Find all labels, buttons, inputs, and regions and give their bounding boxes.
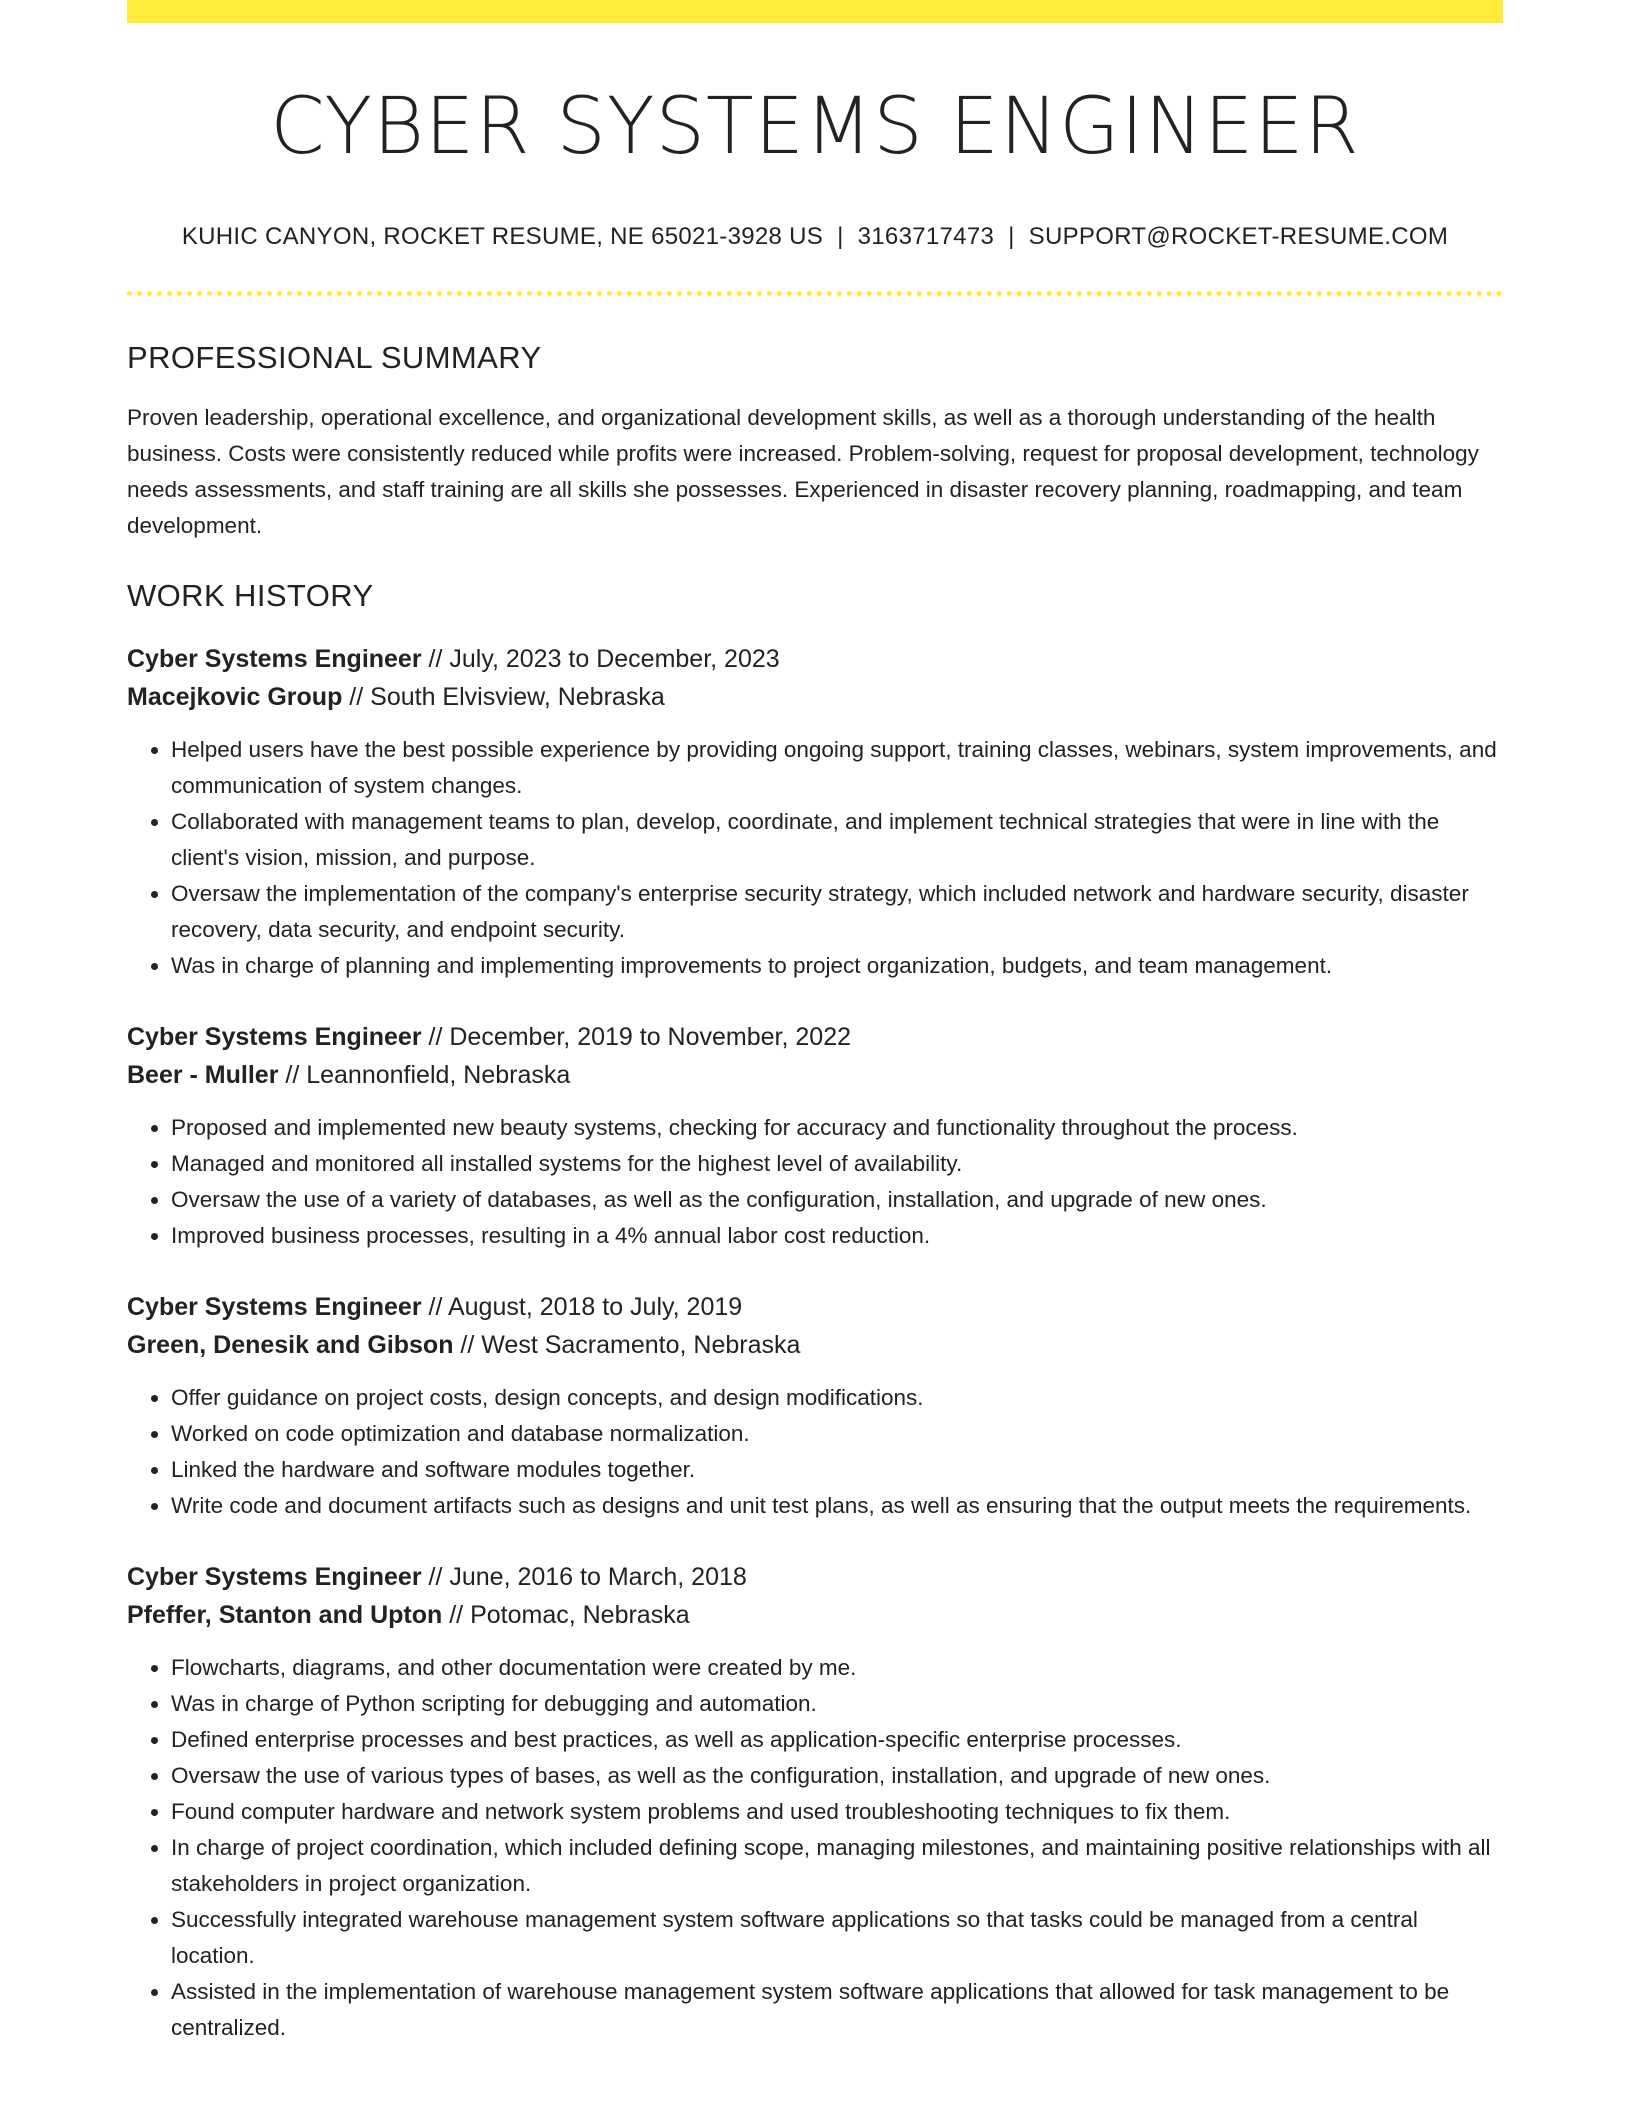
contact-phone: 3163717473 [857,222,995,250]
job-title-line [127,1018,1503,1056]
job-bullet: • Flowcharts, diagrams, and other documentation were created by me. [171,1650,1503,1686]
job-bullet: • Defined enterprise processes and best practices, as well as application-specific enterprise processes. [171,1722,1503,1758]
job-bullet: • Write code and document artifacts such as designs and unit test plans, as well as ensuring that the output meets the requirements. [171,1488,1503,1524]
job-entry [127,1018,1503,1254]
job-title-line [127,640,1503,678]
work-history-list [127,640,1503,2046]
resume-page [127,0,1503,2046]
job-title: Cyber Systems Engineer [127,1022,422,1051]
job-bullet: • Proposed and implemented new beauty systems, checking for accuracy and functionality throughout the process. [171,1110,1503,1146]
job-bullet: • Successfully integrated warehouse management system software applications so that tasks could be managed from a central location. [171,1902,1503,1974]
work-history-heading: WORK HISTORY [127,577,374,613]
job-bullet: • Oversaw the use of a variety of databases, as well as the configuration, installation, and upgrade of new ones. [171,1182,1503,1218]
job-title: Cyber Systems Engineer [127,644,422,673]
job-title: Cyber Systems Engineer [127,1562,422,1591]
job-bullet: • Oversaw the use of various types of bases, as well as the configuration, installation, and upgrade of new ones. [171,1758,1503,1794]
job-bullets [127,1650,1503,2046]
job-location: // Leannonfield, Nebraska [278,1060,571,1089]
job-bullet: • Helped users have the best possible experience by providing ongoing support, training classes, webinars, system improvements, and communication of system changes. [171,732,1503,804]
contact-line [127,223,1503,251]
job-title: Cyber Systems Engineer [127,1292,422,1321]
job-bullet: • Managed and monitored all installed systems for the highest level of availability. [171,1146,1503,1182]
resume-title: CYBER SYSTEMS ENGINEER [270,82,1360,172]
job-title-line [127,1288,1503,1326]
job-location: // Potomac, Nebraska [442,1600,690,1629]
job-location: // West Sacramento, Nebraska [453,1330,801,1359]
job-company-line [127,678,1503,716]
job-bullet: • In charge of project coordination, which included defining scope, managing milestones, and maintaining positive relationships with all stakeholders in project organization. [171,1830,1503,1902]
contact-separator: | [837,222,844,250]
job-entry [127,1288,1503,1524]
job-entry [127,1558,1503,2046]
job-bullet: • Assisted in the implementation of warehouse management system software applications that allowed for task management to be centralized. [171,1974,1503,2046]
contact-email: SUPPORT@ROCKET-RESUME.COM [1028,222,1449,250]
accent-bar [127,0,1503,23]
job-bullets [127,1110,1503,1254]
dotted-divider [127,291,1503,296]
job-dates: // June, 2016 to March, 2018 [421,1562,747,1591]
job-company-line [127,1056,1503,1094]
contact-separator: | [1008,222,1015,250]
job-bullet: • Offer guidance on project costs, design concepts, and design modifications. [171,1380,1503,1416]
job-bullets [127,1380,1503,1524]
job-bullet: • Worked on code optimization and database normalization. [171,1416,1503,1452]
job-dates: // August, 2018 to July, 2019 [421,1292,743,1321]
job-entry [127,640,1503,984]
job-bullet: • Linked the hardware and software modules together. [171,1452,1503,1488]
job-bullet: • Oversaw the implementation of the company's enterprise security strategy, which included network and hardware security, disaster recovery, data security, and endpoint security. [171,876,1503,948]
job-bullets [127,732,1503,984]
job-company: Beer - Muller [127,1060,279,1089]
job-company-line [127,1596,1503,1634]
job-dates: // December, 2019 to November, 2022 [421,1022,851,1051]
job-bullet: • Improved business processes, resulting in a 4% annual labor cost reduction. [171,1218,1503,1254]
contact-address: KUHIC CANYON, ROCKET RESUME, NE 65021-3928 US [181,222,824,250]
job-company-line [127,1326,1503,1364]
job-bullet: • Found computer hardware and network system problems and used troubleshooting techniques to fix them. [171,1794,1503,1830]
summary-heading: PROFESSIONAL SUMMARY [127,339,542,375]
job-title-line [127,1558,1503,1596]
job-bullet: • Was in charge of planning and implementing improvements to project organization, budgets, and team management. [171,948,1503,984]
job-company: Macejkovic Group [127,682,343,711]
job-bullet: • Was in charge of Python scripting for debugging and automation. [171,1686,1503,1722]
job-company: Pfeffer, Stanton and Upton [127,1600,443,1629]
job-location: // South Elvisview, Nebraska [342,682,665,711]
job-bullet: • Collaborated with management teams to plan, develop, coordinate, and implement technical strategies that were in line with the client's vision, mission, and purpose. [171,804,1503,876]
job-company: Green, Denesik and Gibson [127,1330,454,1359]
summary-text: Proven leadership, operational excellence, and organizational development skills, as well as a thorough understanding of the health business. Costs were consistently reduced while profits were increased. Problem-solving, request for proposal development, technology needs assessments, and staff training are all skills she possesses. Experienced in disaster recovery planning, roadmapping, and team development. [127,404,1479,538]
job-dates: // July, 2023 to December, 2023 [421,644,780,673]
